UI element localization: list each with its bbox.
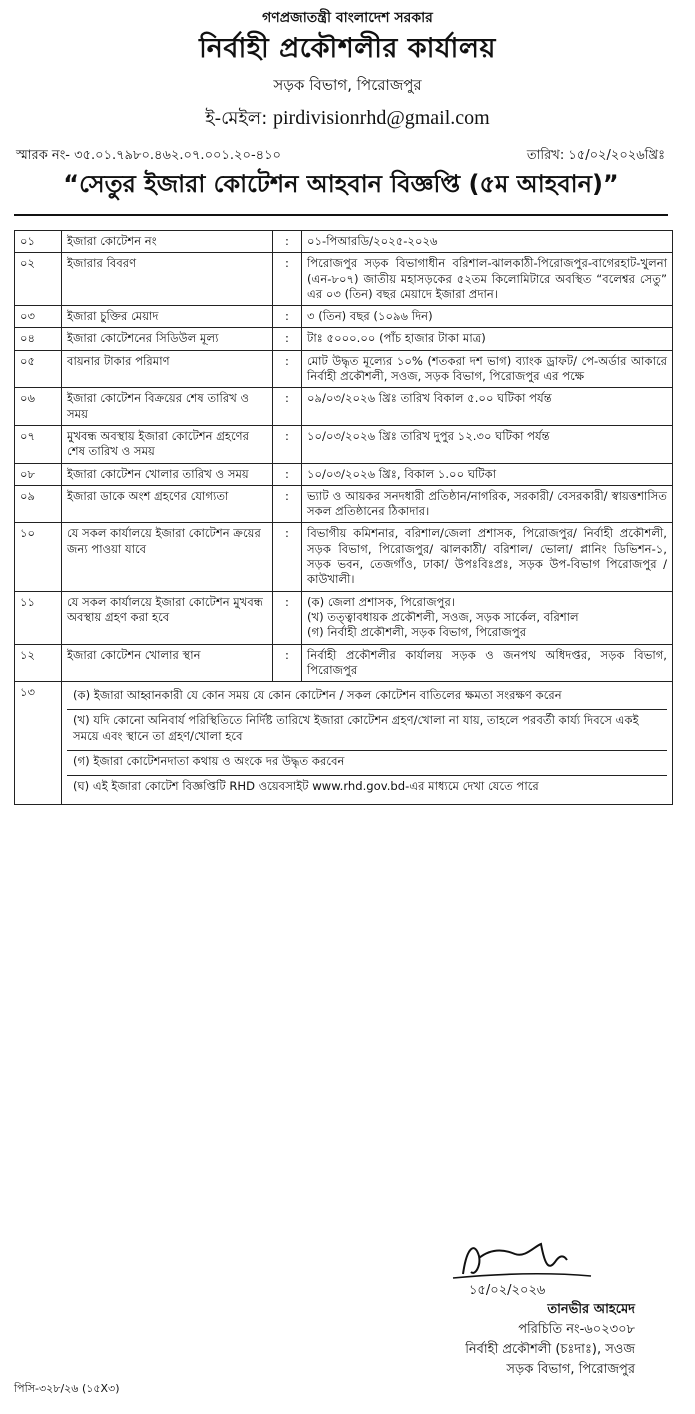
row-colon: :	[273, 350, 302, 388]
table-row	[15, 485, 673, 523]
row-value-line: (গ) নির্বাহী প্রকৌশলী, সড়ক বিভাগ, পিরোজপুর	[307, 625, 527, 640]
row-colon: :	[273, 253, 302, 306]
row-value: ১০/০৩/২০২৬ খ্রিঃ তারিখ দুপুর ১২.৩০ ঘটিকা পর্যন্ত	[302, 425, 673, 463]
row-number: ০৭	[15, 425, 62, 463]
row-value: ভ্যাট ও আয়কর সনদধারী প্রতিষ্ঠান/নাগরিক, সরকারী/ বেসরকারী/ স্বায়ত্তশাসিত সকল প্রতিষ্ঠানের ঠিকাদার।	[302, 485, 673, 523]
row-number: ০৩	[15, 306, 62, 328]
row-colon: :	[273, 463, 302, 485]
row-colon: :	[273, 306, 302, 328]
email-line	[0, 104, 695, 135]
notice-date: তারিখ: ১৫/০২/২০২৬খ্রিঃ	[526, 148, 665, 163]
condition-clause: (গ) ইজারা কোটেশনদাতা কথায় ও অংকে দর উদ্ধৃত করবেন	[67, 751, 667, 776]
row-colon: :	[273, 388, 302, 426]
row-number: ০২	[15, 253, 62, 306]
row-number: ০৪	[15, 328, 62, 350]
condition-clause: (ক) ইজারা আহ্বানকারী যে কোন সময় যে কোন কোটেশন / সকল কোটেশন বাতিলের ক্ষমতা সংরক্ষণ করেন	[67, 685, 667, 710]
row-colon: :	[273, 425, 302, 463]
condition-clause: (খ) যদি কোনো অনিবার্য পরিস্থিতিতে নির্দিষ্ট তারিখে ইজারা কোটেশন গ্রহণ/খোলা না যায়, তাহলে পরবর্তী কার্য্য দিবসে একই সময়ে এবং স্থানে তা গ্রহণ/খোলা হবে	[67, 710, 667, 751]
table-row	[15, 231, 673, 253]
row-colon: :	[273, 231, 302, 253]
row-colon: :	[273, 591, 302, 644]
row-label: যে সকল কার্যালয়ে ইজারা কোটেশন মুখবন্ধ অবস্থায় গ্রহণ করা হবে	[62, 591, 273, 644]
table-row	[15, 306, 673, 328]
row-number: ০১	[15, 231, 62, 253]
row-value: ০১-পিআরডি/২০২৫-২০২৬	[302, 231, 673, 253]
row-colon: :	[273, 644, 302, 682]
row-number: ০৫	[15, 350, 62, 388]
email-label: ই-মেইল:	[205, 108, 268, 129]
row-value-line: (ক) জেলা প্রশাসক, পিরোজপুর।	[307, 594, 455, 609]
table-row	[15, 350, 673, 388]
row-label: ইজারা কোটেশন খোলার তারিখ ও সময়	[62, 463, 273, 485]
row-label: মুখবন্ধ অবস্থায় ইজারা কোটেশন গ্রহণের শেষ তারিখ ও সময়	[62, 425, 273, 463]
notice-table	[14, 230, 673, 805]
row-number: ১২	[15, 644, 62, 682]
office-name: নির্বাহী প্রকৌশলীর কার্যালয়	[199, 33, 496, 64]
row-number: ০৮	[15, 463, 62, 485]
table-row	[15, 523, 673, 591]
row-value: মোট উদ্ধৃত মূল্যের ১০% (শতকরা দশ ভাগ) ব্যাংক ড্রাফট/ পে-অর্ডার আকারে নির্বাহী প্রকৌশলী, সওজ, সড়ক বিভাগ, পিরোজপুর এর পক্ষে	[302, 350, 673, 388]
row-value: নির্বাহী প্রকৌশলীর কার্যালয় সড়ক ও জনপথ অধিদপ্তর, সড়ক বিভাগ, পিরোজপুর	[302, 644, 673, 682]
row-number: ১৩	[15, 682, 62, 804]
signature-image	[445, 1236, 595, 1298]
row-label: ইজারা কোটেশন খোলার স্থান	[62, 644, 273, 682]
row-number: ০৬	[15, 388, 62, 426]
row-label: বায়নার টাকার পরিমাণ	[62, 350, 273, 388]
signature-date: ১৫/০২/২০২৬	[469, 1283, 546, 1298]
email-address[interactable]: pirdivisionrhd@gmail.com	[273, 107, 490, 129]
row-value: ০৯/০৩/২০২৬ খ্রিঃ তারিখ বিকাল ৫.০০ ঘটিকা পর্যন্ত	[302, 388, 673, 426]
table-row	[15, 388, 673, 426]
table-row	[15, 644, 673, 682]
row-colon: :	[273, 523, 302, 591]
row-value-line: (খ) তত্ত্বাবধায়ক প্রকৌশলী, সওজ, সড়ক সার্কেল, বরিশাল	[307, 609, 579, 624]
signer-designation: নির্বাহী প্রকৌশলী (চঃদাঃ), সওজ	[465, 1342, 635, 1358]
row-label: ইজারা কোটেশন বিক্রয়ের শেষ তারিখ ও সময়	[62, 388, 273, 426]
row-colon: :	[273, 328, 302, 350]
department-name: সড়ক বিভাগ, পিরোজপুর	[273, 76, 422, 94]
row-number: ১০	[15, 523, 62, 591]
table-row	[15, 328, 673, 350]
government-name: গণপ্রজাতন্ত্রী বাংলাদেশ সরকার	[262, 10, 433, 26]
signer-id: পরিচিতি নং-৬০২৩০৮	[518, 1322, 635, 1338]
row-label: ইজারা ডাকে অংশ গ্রহণের যোগ্যতা	[62, 485, 273, 523]
memo-number: স্মারক নং- ৩৫.০১.৭৯৮০.৪৬২.০৭.০০১.২০-৪১০	[16, 148, 281, 163]
row-colon: :	[273, 485, 302, 523]
table-row	[15, 425, 673, 463]
row-value	[302, 591, 673, 644]
row-label: ইজারা কোটেশন নং	[62, 231, 273, 253]
table-row	[15, 253, 673, 306]
signer-name: তানভীর আহমেদ	[547, 1302, 635, 1317]
row-value: ১০/০৩/২০২৬ খ্রিঃ, বিকাল ১.০০ ঘটিকা	[302, 463, 673, 485]
notice-title: “সেতুর ইজারা কোটেশন আহবান বিজ্ঞপ্তি (৫ম আহবান)”	[14, 166, 668, 216]
row-value: বিভাগীয় কমিশনার, বরিশাল/জেলা প্রশাসক, পিরোজপুর/ নির্বাহী প্রকৌশলী, সড়ক বিভাগ, পিরোজপুর/ ঝালকাঠী/ বরিশাল/ ভোলা/ প্লানিং ডিভিশন-১, সড়ক ভবন, তেজগাঁও, ঢাকা/ উপঃবিঃপ্রঃ, সড়ক উপ-বিভাগ পিরোজপুর / কাউখালী।	[302, 523, 673, 591]
table-row	[15, 591, 673, 644]
table-row	[15, 463, 673, 485]
row-label: যে সকল কার্যালয়ে ইজারা কোটেশন ক্রয়ের জন্য পাওয়া যাবে	[62, 523, 273, 591]
table-row	[15, 682, 673, 804]
row-label: ইজারা চুক্তির মেয়াদ	[62, 306, 273, 328]
condition-clause: (ঘ) এই ইজারা কোটেশ বিজ্ঞপ্তিটি RHD ওয়েবসাইট www.rhd.gov.bd-এর মাধ্যমে দেখা যেতে পারে	[73, 779, 539, 794]
signer-block	[465, 1300, 635, 1381]
row-number: ১১	[15, 591, 62, 644]
signer-division: সড়ক বিভাগ, পিরোজপুর	[506, 1362, 635, 1378]
row-label: ইজারার বিবরণ	[62, 253, 273, 306]
row-number: ০৯	[15, 485, 62, 523]
row-value: পিরোজপুর সড়ক বিভাগাধীন বরিশাল-ঝালকাঠী-পিরোজপুর-বাগেরহাট-খুলনা (এন-৮০৭) জাতীয় মহাসড়কের ৫২তম কিলোমিটারে অবস্থিত “বলেশ্বর সেতু” এর ০৩ (তিন) বছর মেয়াদে ইজারা প্রদান।	[302, 253, 673, 306]
footer-code: পিসি-৩২৮/২৬ (১৫X৩)	[14, 1382, 120, 1395]
row-label: ইজারা কোটেশনের সিডিউল মূল্য	[62, 328, 273, 350]
conditions-cell	[62, 682, 673, 804]
row-value: টাঃ ৫০০০.০০ (পাঁচ হাজার টাকা মাত্র)	[302, 328, 673, 350]
row-value: ৩ (তিন) বছর (১০৯৬ দিন)	[302, 306, 673, 328]
